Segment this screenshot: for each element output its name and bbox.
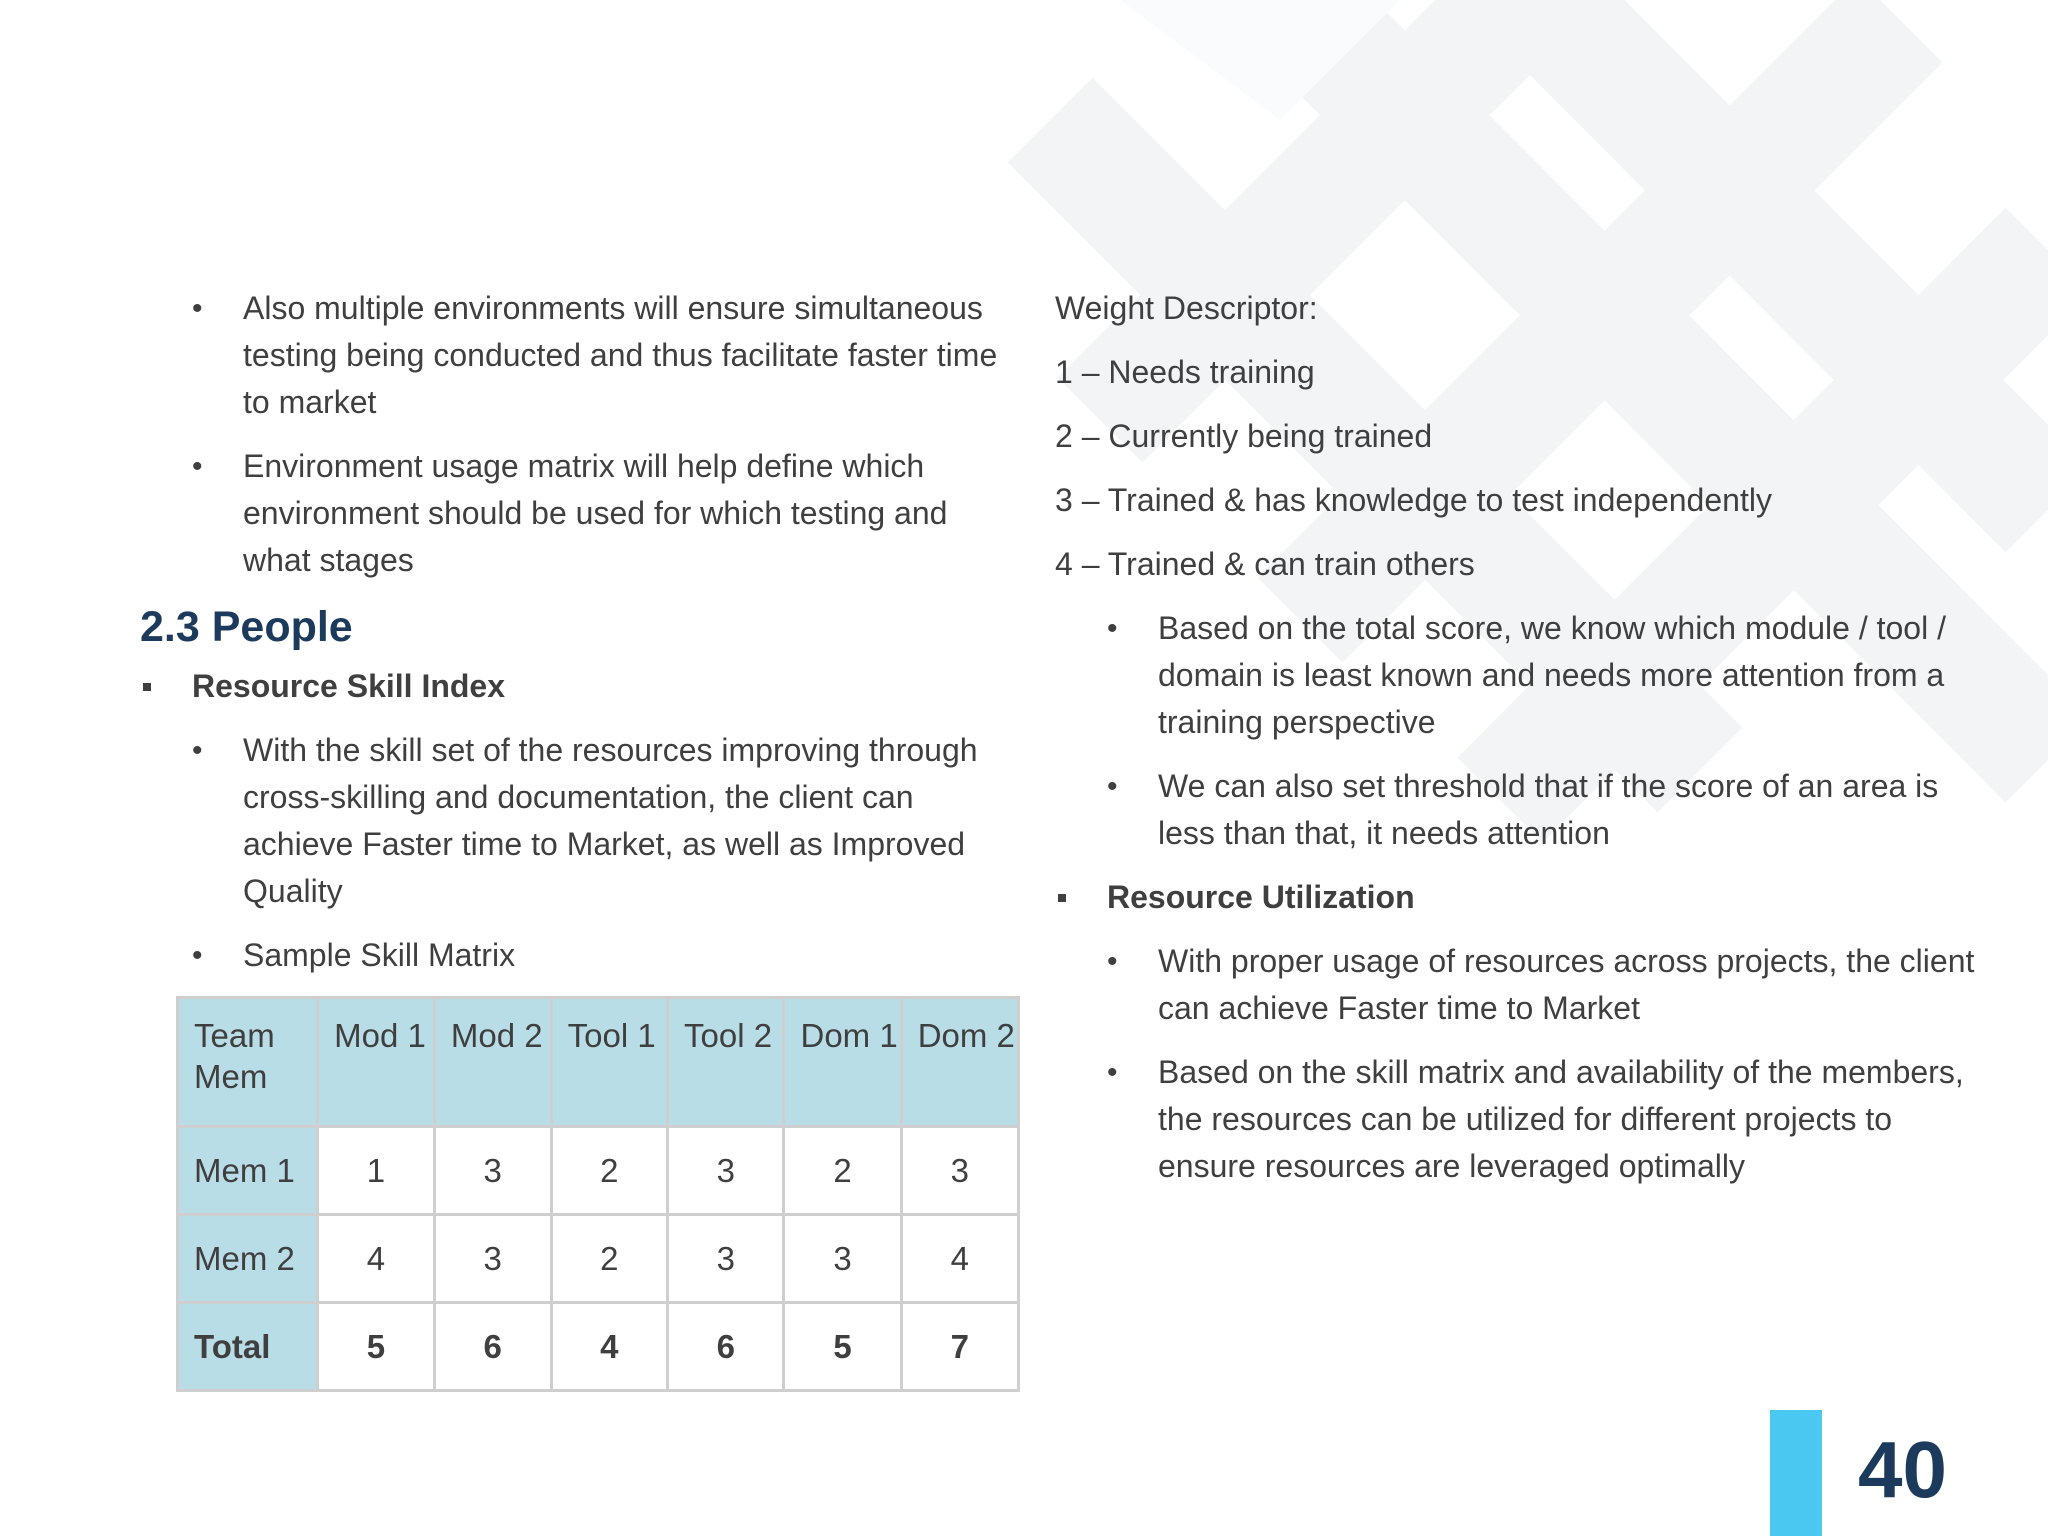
square-bullet-icon: [143, 683, 151, 691]
row-label: Total: [178, 1303, 318, 1391]
table-cell: 3: [434, 1215, 551, 1303]
table-cell: 2: [784, 1127, 901, 1215]
bullet-text: With the skill set of the resources improving through cross-skilling and documentation, the client can achieve Faster time to Market, as well as Improved Quality: [243, 732, 978, 909]
skill-index-title: Resource Skill Index: [192, 668, 506, 704]
page-number: 40: [1858, 1425, 1947, 1514]
table-cell: 7: [901, 1303, 1018, 1391]
table-header-cell: Team Mem: [178, 998, 318, 1127]
weight-descriptor-title: Weight Descriptor:: [1055, 290, 1318, 326]
table-header-cell: Dom 1: [784, 998, 901, 1127]
table-header-cell: Tool 1: [551, 998, 667, 1127]
list-item: [1055, 763, 1995, 857]
table-cell: 3: [901, 1127, 1018, 1215]
table-total-row: [178, 1303, 1019, 1391]
list-item-skill-index: [140, 663, 1020, 710]
bullet-dot-icon: •: [1107, 945, 1118, 978]
list-item-resource-utilization: [1055, 874, 1995, 921]
table-cell: 2: [551, 1127, 667, 1215]
table-header-row: [178, 998, 1019, 1127]
table-cell: 3: [668, 1127, 784, 1215]
table-cell: 4: [318, 1215, 435, 1303]
bullet-text: Based on the total score, we know which module / tool / domain is least known and needs more attention from a training perspective: [1158, 610, 1946, 740]
bullet-text: Based on the skill matrix and availability of the members, the resources can be utilized for different projects to ensure resources are leveraged optimally: [1158, 1054, 1964, 1184]
list-item: [140, 443, 1020, 584]
list-item: [1055, 1049, 1995, 1190]
bullet-dot-icon: •: [192, 939, 203, 972]
table-cell: 5: [318, 1303, 435, 1391]
left-column: [140, 285, 1020, 1392]
intro-bullet-list: [140, 285, 1020, 584]
list-item: [140, 285, 1020, 426]
weight-item: 2 – Currently being trained: [1055, 418, 1433, 454]
list-item: [140, 727, 1020, 915]
row-label: Mem 2: [178, 1215, 318, 1303]
row-label: Mem 1: [178, 1127, 318, 1215]
table-cell: 6: [434, 1303, 551, 1391]
table-header-cell: Tool 2: [668, 998, 784, 1127]
weight-item: 4 – Trained & can train others: [1055, 546, 1475, 582]
bullet-dot-icon: •: [1107, 612, 1118, 645]
list-item: [1055, 605, 1995, 746]
bullet-dot-icon: •: [192, 450, 203, 483]
skill-index-list: [140, 663, 1020, 979]
table-header-cell: Mod 1: [318, 998, 435, 1127]
table-header-cell: Mod 2: [434, 998, 551, 1127]
bullet-text: Sample Skill Matrix: [243, 937, 516, 973]
table-cell: 4: [551, 1303, 667, 1391]
bullet-text: We can also set threshold that if the score of an area is less than that, it needs attention: [1158, 768, 1939, 851]
utilization-title: Resource Utilization: [1107, 879, 1415, 915]
weight-item: 1 – Needs training: [1055, 354, 1315, 390]
skill-matrix-table: [176, 996, 1020, 1392]
table-row: [178, 1215, 1019, 1303]
page-number-accent-bar: [1770, 1410, 1822, 1536]
table-cell: 5: [784, 1303, 901, 1391]
bullet-dot-icon: •: [192, 734, 203, 767]
table-cell: 6: [668, 1303, 784, 1391]
bullet-dot-icon: •: [192, 292, 203, 325]
bullet-text: With proper usage of resources across projects, the client can achieve Faster time to Market: [1158, 943, 1975, 1026]
list-item: [1055, 938, 1995, 1032]
score-bullet-list: [1055, 605, 1995, 1190]
table-cell: 2: [551, 1215, 667, 1303]
table-cell: 4: [901, 1215, 1018, 1303]
bullet-text: Also multiple environments will ensure simultaneous testing being conducted and thus facilitate faster time to market: [243, 290, 998, 420]
bullet-dot-icon: •: [1107, 770, 1118, 803]
table-cell: 1: [318, 1127, 435, 1215]
table-cell: 3: [784, 1215, 901, 1303]
weight-item: 3 – Trained & has knowledge to test independently: [1055, 482, 1772, 518]
bullet-text: Environment usage matrix will help define which environment should be used for which testing and what stages: [243, 448, 948, 578]
table-row: [178, 1127, 1019, 1215]
list-item: [140, 932, 1020, 979]
right-column: [1055, 285, 1995, 1207]
table-cell: 3: [434, 1127, 551, 1215]
bullet-dot-icon: •: [1107, 1056, 1118, 1089]
section-heading-people: 2.3 People: [140, 603, 353, 651]
square-bullet-icon: [1058, 894, 1066, 902]
table-cell: 3: [668, 1215, 784, 1303]
table-header-cell: Dom 2: [901, 998, 1018, 1127]
